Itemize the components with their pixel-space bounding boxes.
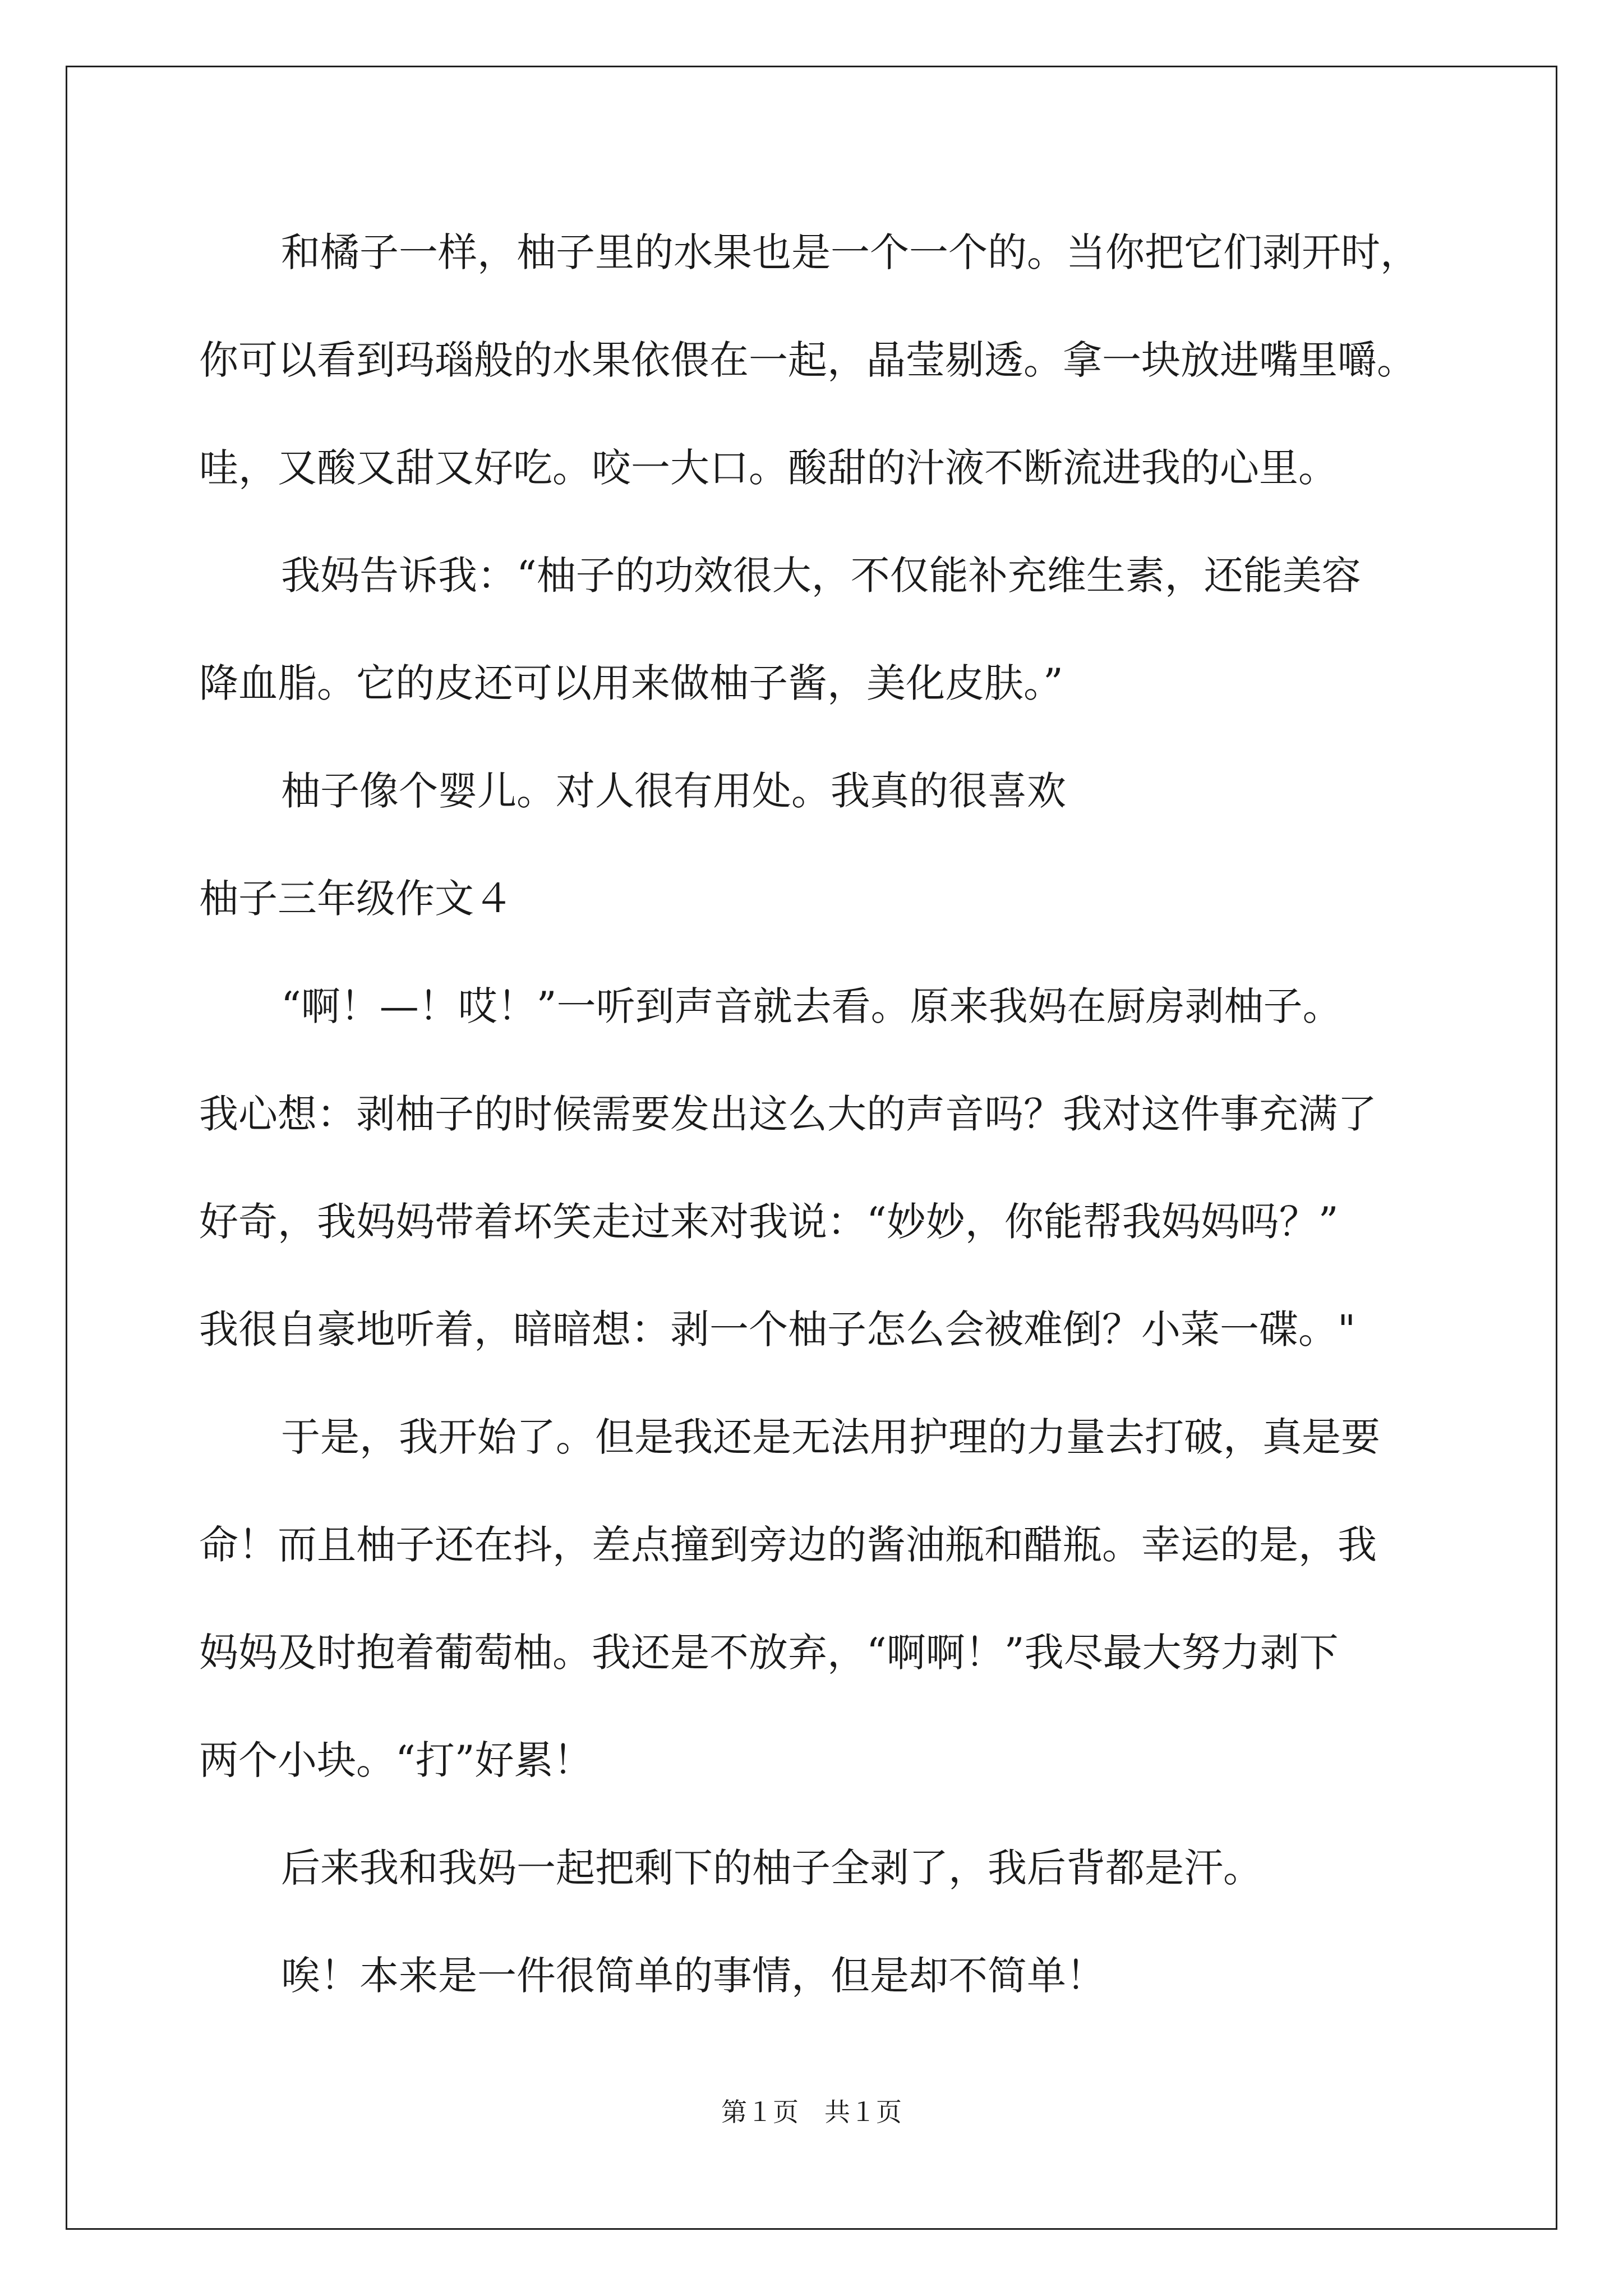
text-line: 我妈告诉我：“柚子的功效很大，不仅能补充维生素，还能美容 — [281, 553, 1361, 599]
document-body — [199, 210, 1433, 2041]
text-line: 两个小块。“打”好累！ — [199, 1737, 593, 1783]
text-line: 我很自豪地听着，暗暗想：剥一个柚子怎么会被难倒？小菜一碟。" — [199, 1306, 1356, 1352]
text-line: 你可以看到玛瑙般的水果依偎在一起，晶莹剔透。拿一块放进嘴里嚼。 — [199, 337, 1416, 383]
text-line: 好奇，我妈妈带着坏笑走过来对我说：“妙妙，你能帮我妈妈吗？” — [199, 1199, 1339, 1245]
text-line: 柚子像个婴儿。对人很有用处。我真的很喜欢 — [281, 768, 1066, 814]
text-line: 和橘子一样，柚子里的水果也是一个一个的。当你把它们剥开时， — [281, 229, 1419, 275]
page-number: 第１页 共１页 — [721, 2097, 902, 2127]
text-line: 哇，又酸又甜又好吃。咬一大口。酸甜的汁液不断流进我的心里。 — [199, 445, 1338, 491]
text-line: 命！而且柚子还在抖，差点撞到旁边的酱油瓶和醋瓶。幸运的是，我 — [199, 1522, 1377, 1568]
text-line: 后来我和我妈一起把剩下的柚子全剥了，我后背都是汗。 — [281, 1845, 1262, 1891]
text-line: “啊！—！哎！”一听到声音就去看。原来我妈在厨房剥柚子。 — [281, 983, 1342, 1029]
text-line: 我心想：剥柚子的时候需要发出这么大的声音吗？我对这件事充满了 — [199, 1091, 1377, 1137]
text-line: 于是，我开始了。但是我还是无法用护理的力量去打破，真是要 — [281, 1414, 1380, 1460]
text-line: 唉！本来是一件很简单的事情，但是却不简单！ — [281, 1953, 1105, 1999]
text-line: 妈妈及时抱着葡萄柚。我还是不放弃，“啊啊！”我尽最大努力剥下 — [199, 1630, 1339, 1676]
text-line: 降血脂。它的皮还可以用来做柚子酱，美化皮肤。” — [199, 660, 1063, 706]
section-heading: 柚子三年级作文４ — [199, 876, 513, 922]
